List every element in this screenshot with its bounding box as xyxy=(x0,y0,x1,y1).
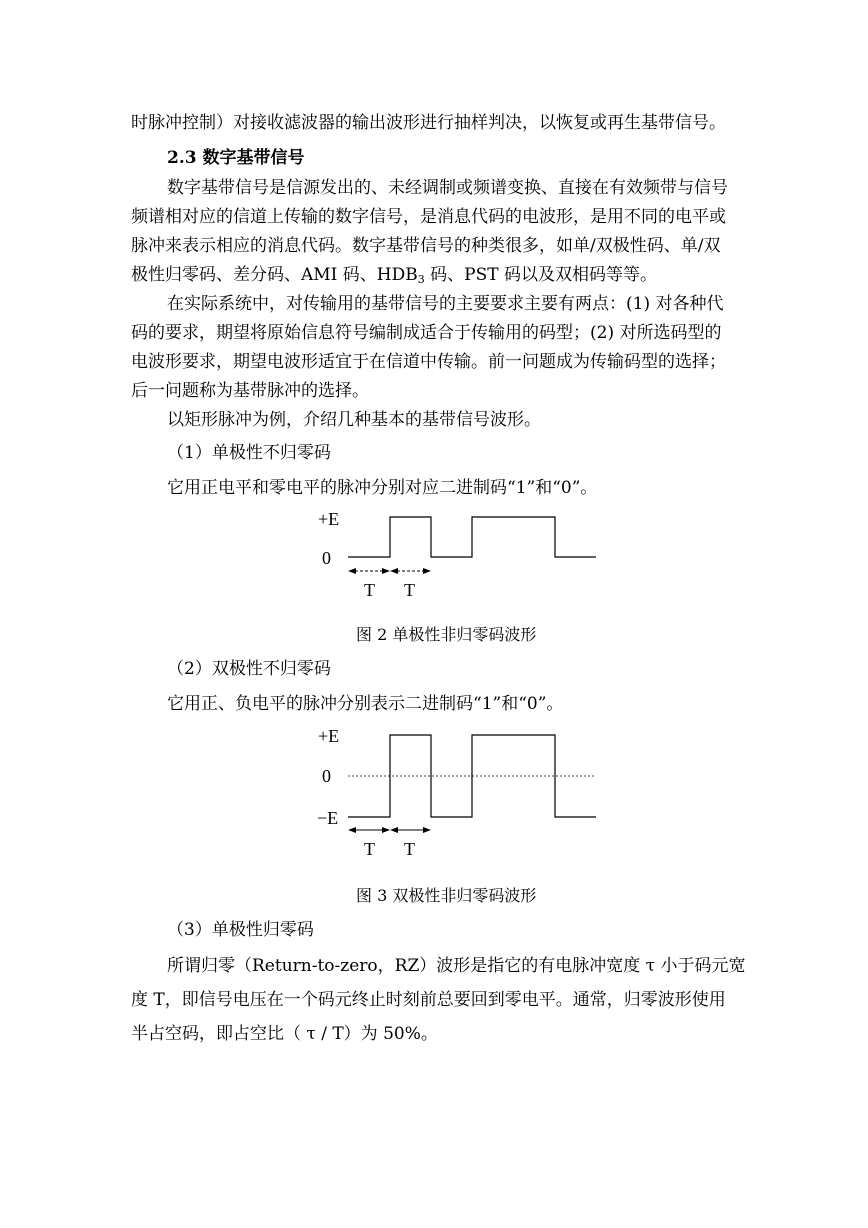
period-label: T xyxy=(404,580,415,600)
period-label: T xyxy=(364,580,375,600)
paragraph-line: 它用正、负电平的脉冲分别表示二进制码“1”和“0”。 xyxy=(167,694,564,714)
subsection-title: （2）双极性不归零码 xyxy=(167,659,331,679)
level-label-low: −E xyxy=(317,808,339,828)
text-run: 码、PST 码以及双相码等等。 xyxy=(424,265,657,285)
subsection-title: （1）单极性不归零码 xyxy=(167,443,331,463)
period-label: T xyxy=(364,839,375,859)
level-label-zero: 0 xyxy=(322,548,331,568)
paragraph-line: 码的要求，期望将原始信息符号编制成适合于传输用的码型；(2) 对所选码型的 xyxy=(131,323,722,343)
level-label-high: +E xyxy=(318,726,340,746)
subsection-title: （3）单极性归零码 xyxy=(167,920,314,940)
paragraph-line: 频谱相对应的信道上传输的数字信号，是消息代码的电波形，是用不同的电平或 xyxy=(131,207,726,227)
paragraph-line: 数字基带信号是信源发出的、未经调制或频谱变换、直接在有效频带与信号 xyxy=(167,178,728,198)
paragraph-line: 所谓归零（Return-to-zero，RZ）波形是指它的有电脉冲宽度 τ 小于码元宽 xyxy=(167,956,746,976)
level-label-high: +E xyxy=(318,509,340,529)
paragraph-line: 后一问题称为基带脉冲的选择。 xyxy=(131,381,369,401)
paragraph-line: 在实际系统中，对传输用的基带信号的主要要求主要有两点：(1) 对各种代 xyxy=(167,294,724,314)
paragraph-line: 度 T，即信号电压在一个码元终止时刻前总要回到零电平。通常，归零波形使用 xyxy=(131,990,726,1010)
period-marker xyxy=(348,827,431,833)
text-run: 极性归零码、差分码、AMI 码、HDB xyxy=(131,265,418,285)
waveform-line xyxy=(348,517,596,557)
paragraph-line: 半占空码，即占空比（ τ / T）为 50%。 xyxy=(131,1024,438,1044)
figure-caption: 图 3 双极性非归零码波形 xyxy=(356,886,537,905)
paragraph-line xyxy=(131,265,657,290)
subscript: 3 xyxy=(417,273,425,286)
unipolar-nrz-waveform xyxy=(300,505,620,605)
figure-caption: 图 2 单极性非归零码波形 xyxy=(356,625,537,644)
paragraph-line: 电波形要求，期望电波形适宜于在信道中传输。前一问题成为传输码型的选择； xyxy=(131,352,726,372)
paragraph-line: 以矩形脉冲为例，介绍几种基本的基带信号波形。 xyxy=(167,410,541,430)
paragraph-line: 它用正电平和零电平的脉冲分别对应二进制码“1”和“0”。 xyxy=(167,478,598,498)
paragraph-line: 时脉冲控制）对接收滤波器的输出波形进行抽样判决，以恢复或再生基带信号。 xyxy=(131,113,726,133)
level-label-zero: 0 xyxy=(322,766,331,786)
period-marker xyxy=(348,568,431,574)
section-heading: 2.3 数字基带信号 xyxy=(167,148,305,168)
paragraph-line: 脉冲来表示相应的消息代码。数字基带信号的种类很多，如单/双极性码、单/双 xyxy=(131,236,721,256)
bipolar-nrz-waveform xyxy=(300,722,620,862)
period-label: T xyxy=(404,839,415,859)
